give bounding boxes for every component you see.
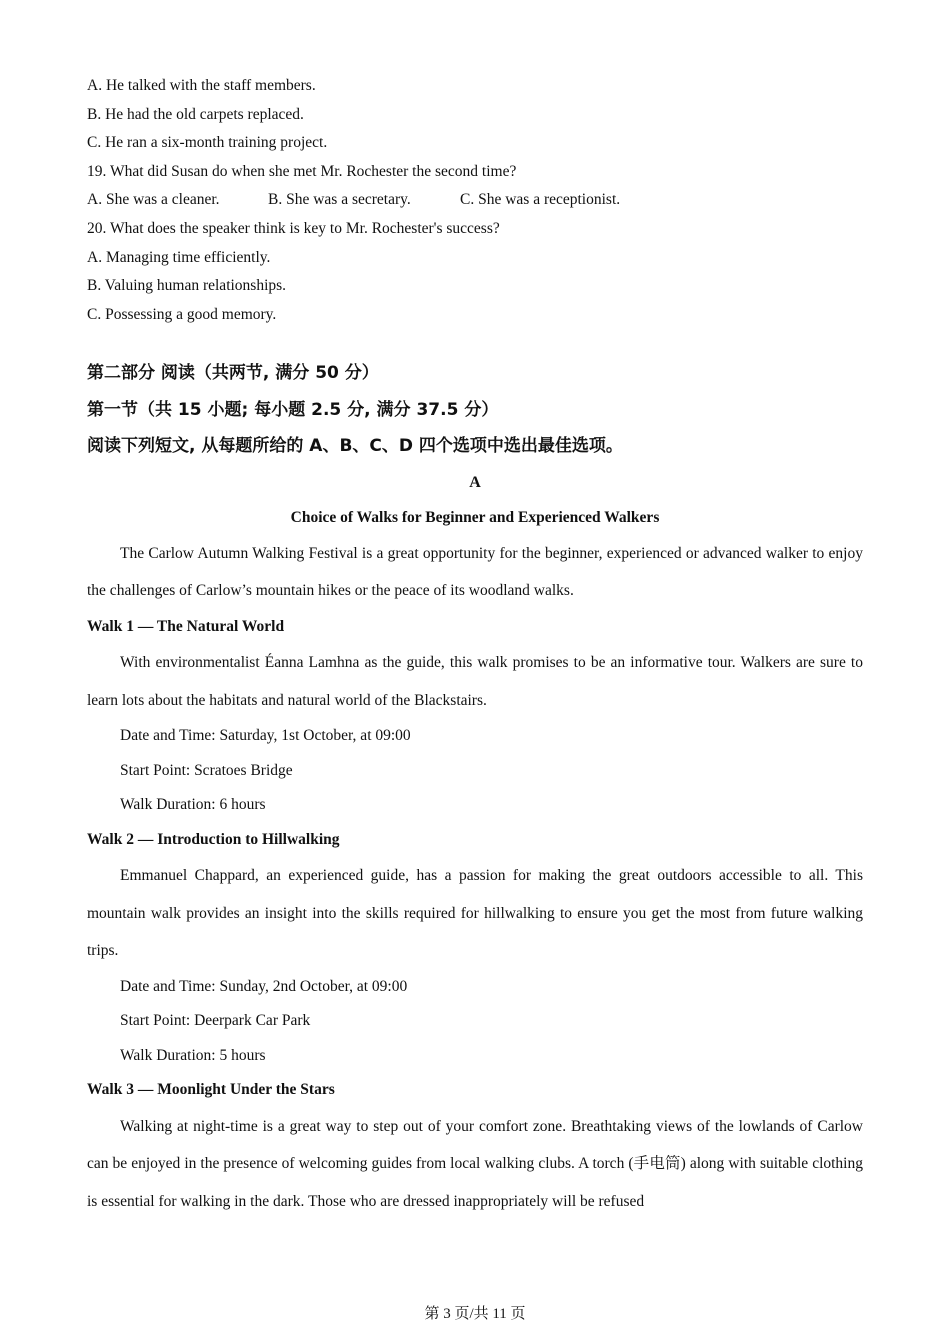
q18-option-a: A. He talked with the staff members. [87, 77, 316, 94]
walk-2-date-time: Date and Time: Sunday, 2nd October, at 09:00 [120, 977, 408, 995]
walk-2-description: Emmanuel Chappard, an experienced guide, has a passion for making the great outdoors accessible to all. This mountain walk provides an insight into the skills required for hillwalking to ensure you get the most from future walking trips. [87, 867, 863, 960]
q19-options [87, 186, 863, 215]
document-page [87, 72, 863, 1220]
passage-label: A [469, 473, 481, 491]
section-spacer [87, 329, 863, 355]
passage-intro: The Carlow Autumn Walking Festival is a great opportunity for the beginner, experienced or advanced walker to enjoy the challenges of Carlow’s mountain hikes or the peace of its woodland walks. [87, 544, 863, 600]
q18-option-b: B. He had the old carpets replaced. [87, 105, 304, 123]
passage-title: Choice of Walks for Beginner and Experienced Walkers [290, 508, 660, 526]
walk-1-description: With environmentalist Éanna Lamhna as the guide, this walk promises to be an informative tour. Walkers are sure to learn lots about the habitats and natural world of the Blackstairs. [87, 654, 863, 709]
walk-3-heading: Walk 3 — Moonlight Under the Stars [87, 1081, 335, 1099]
q20-question: 20. What does the speaker think is key to Mr. Rochester's success? [87, 219, 500, 237]
walk-1-heading: Walk 1 — The Natural World [87, 617, 285, 635]
walk-1-start-point: Start Point: Scratoes Bridge [120, 761, 293, 779]
part-title: 第二部分 阅读（共两节, 满分 50 分） [87, 363, 379, 384]
walk-3-description: Walking at night-time is a great way to step out of your comfort zone. Breathtaking views of the lowlands of Carlow can be enjoyed in the presence of welcoming guides from local walking clubs. A torch (手电筒) along with suitable clothing is essential for walking in the dark. Those who are dressed inappropriately will be refused [87, 1117, 863, 1210]
q19-option-a: A. She was a cleaner. [87, 191, 220, 209]
q18-option-c: C. He ran a six-month training project. [87, 134, 328, 152]
q19-question: 19. What did Susan do when she met Mr. Rochester the second time? [87, 162, 517, 180]
page-footer: 第 3 页/共 11 页 [424, 1306, 526, 1322]
q20-option-c: C. Possessing a good memory. [87, 305, 277, 323]
q20-option-a: A. Managing time efficiently. [87, 248, 271, 266]
q19-option-c: C. She was a receptionist. [460, 191, 621, 209]
walk-1-duration: Walk Duration: 6 hours [120, 796, 266, 814]
q19-option-b: B. She was a secretary. [268, 191, 411, 209]
q20-option-b: B. Valuing human relationships. [87, 277, 287, 295]
walk-2-start-point: Start Point: Deerpark Car Park [120, 1012, 311, 1030]
walk-2-duration: Walk Duration: 5 hours [120, 1046, 266, 1064]
reading-instruction: 阅读下列短文, 从每题所给的 A、B、C、D 四个选项中选出最佳选项。 [87, 436, 623, 457]
walk-2-heading: Walk 2 — Introduction to Hillwalking [87, 830, 340, 848]
section-title: 第一节（共 15 小题; 每小题 2.5 分, 满分 37.5 分） [87, 399, 499, 420]
walk-1-date-time: Date and Time: Saturday, 1st October, at 09:00 [120, 727, 411, 745]
